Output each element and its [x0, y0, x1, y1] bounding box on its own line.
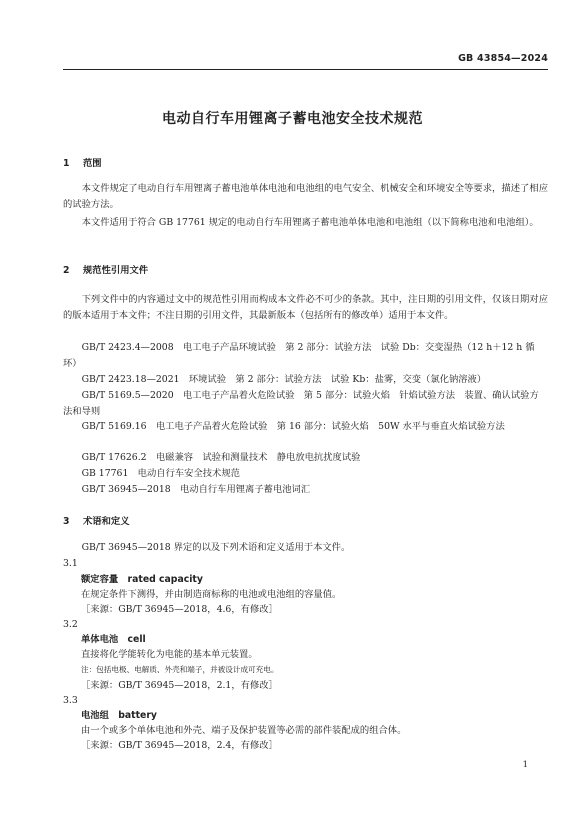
reference-item: GB/T 5169.16 电工电子产品着火危险试验 第 16 部分：试验火焰 50W 水平与垂直火焰试验方法: [81, 421, 505, 432]
reference-item: GB/T 5169.5—2020 电工电子产品着火危险试验 第 5 部分：试验火焰 针焰试验方法 装置、确认试验方法和导则: [63, 390, 539, 417]
reference-item: GB 17761 电动自行车安全技术规范: [81, 468, 240, 479]
term-zh: 额定容量: [81, 574, 119, 585]
term-source: ［来源：GB/T 36945—2018，4.6，有修改］: [81, 604, 278, 615]
section-1-paragraph-1: 本文件规定了电动自行车用锂离子蓄电池单体电池和电池组的电气安全、机械安全和环境安全等要求，描述了相应的试验方法。: [63, 183, 548, 210]
term-zh: 单体电池: [81, 634, 119, 645]
header-rule: [63, 69, 548, 70]
term-number: 3.1: [63, 558, 78, 569]
term-heading: [81, 572, 203, 588]
section-1-title: 范围: [83, 158, 102, 169]
term-heading: [81, 708, 157, 724]
term-en: battery: [118, 710, 157, 721]
term-source: ［来源：GB/T 36945—2018，2.1，有修改］: [81, 680, 278, 691]
reference-item: GB/T 36945—2018 电动自行车用锂离子蓄电池词汇: [81, 484, 311, 495]
term-source: ［来源：GB/T 36945—2018，2.4，有修改］: [81, 740, 278, 751]
reference-item: GB/T 17626.2 电磁兼容 试验和测量技术 静电放电抗扰度试验: [81, 452, 361, 463]
section-2-intro: 下列文件中的内容通过文中的规范性引用而构成本文件必不可少的条款。其中，注日期的引用文件，仅该日期对应的版本适用于本文件；不注日期的引用文件，其最新版本（包括所有的修改单）适用于本文件。: [63, 294, 548, 321]
section-3-heading: [63, 514, 130, 530]
reference-item: GB/T 2423.18—2021 环境试验 第 2 部分：试验方法 试验 Kb：盐雾，交变（氯化钠溶液）: [81, 374, 487, 385]
page-number: 1: [522, 760, 528, 770]
section-1-number: 1: [63, 158, 70, 169]
term-number: 3.2: [63, 619, 78, 630]
section-1-heading: [63, 156, 102, 172]
standard-number: GB 43854—2024: [458, 53, 548, 64]
term-definition: 在规定条件下测得，并由制造商标称的电池或电池组的容量值。: [81, 589, 342, 600]
document-title: 电动自行车用锂离子蓄电池安全技术规范: [162, 111, 423, 127]
section-2-number: 2: [63, 265, 70, 276]
term-definition: 直接将化学能转化为电能的基本单元装置。: [81, 649, 258, 660]
reference-item: GB/T 2423.4—2008 电工电子产品环境试验 第 2 部分：试验方法 试验 Db：交变湿热（12 h＋12 h 循环）: [63, 342, 535, 369]
section-3-number: 3: [63, 516, 70, 527]
term-zh: 电池组: [81, 710, 109, 721]
section-2-title: 规范性引用文件: [83, 265, 149, 276]
section-3-title: 术语和定义: [83, 516, 130, 527]
term-note: 注：包括电极、电解质、外壳和端子，并被设计成可充电。: [81, 665, 279, 674]
section-3-intro: GB/T 36945—2018 界定的以及下列术语和定义适用于本文件。: [81, 542, 351, 553]
term-en: cell: [127, 634, 146, 645]
term-en: rated capacity: [127, 574, 203, 585]
term-heading: [81, 632, 146, 648]
term-definition: 由一个或多个单体电池和外壳、端子及保护装置等必需的部件装配成的组合体。: [81, 725, 407, 736]
section-2-heading: [63, 263, 148, 279]
term-number: 3.3: [63, 695, 78, 706]
section-1-paragraph-2: 本文件适用于符合 GB 17761 规定的电动自行车用锂离子蓄电池单体电池和电池组（以下简称电池和电池组）。: [81, 217, 539, 228]
